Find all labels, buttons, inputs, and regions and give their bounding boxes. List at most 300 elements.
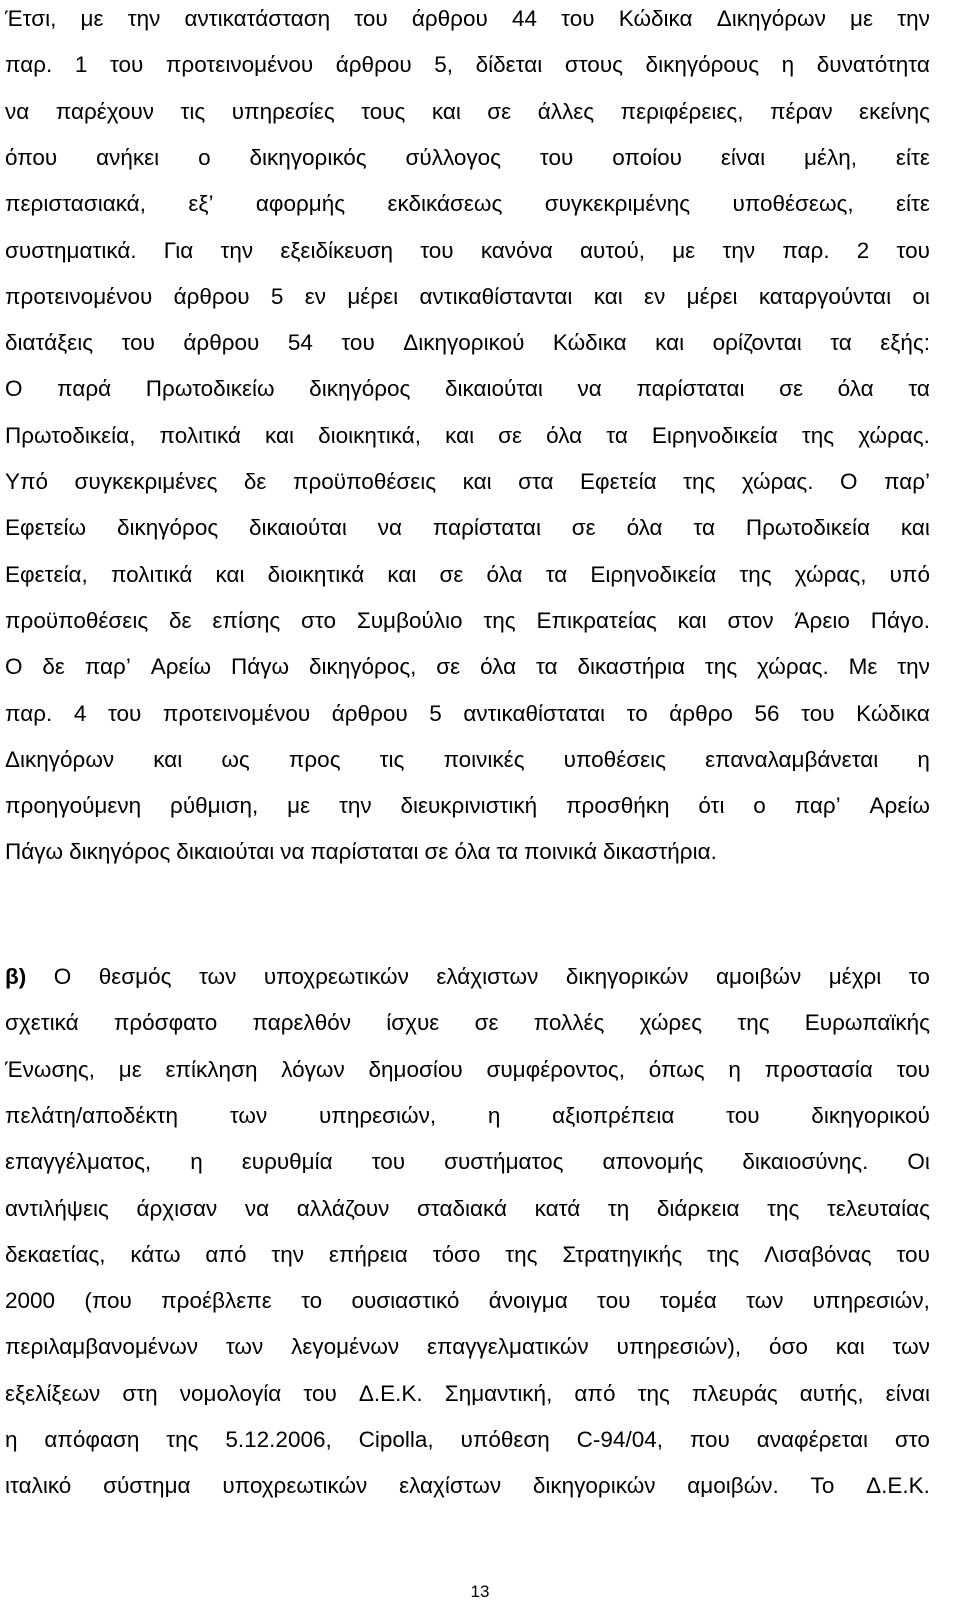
text-line xyxy=(5,787,930,825)
word: και xyxy=(445,422,475,448)
word: εκείνης xyxy=(859,98,930,124)
word: Λισαβόνας xyxy=(764,1241,872,1267)
text-line xyxy=(5,1097,930,1135)
word: δικαιοσύνης. xyxy=(742,1149,869,1175)
text-line xyxy=(5,1143,930,1181)
word: απονομής xyxy=(602,1149,704,1175)
word: της xyxy=(767,1195,800,1221)
word: του xyxy=(354,6,388,31)
word: Συμβούλιο xyxy=(356,607,463,633)
word: 56 xyxy=(754,700,780,726)
word: της xyxy=(707,1241,740,1267)
word: και xyxy=(593,283,623,309)
word: Ειρηνοδικεία xyxy=(651,422,778,448)
word: αντιλήψεις xyxy=(5,1195,109,1221)
word: είτε xyxy=(895,144,930,170)
word: Επικρατείας xyxy=(536,607,657,633)
word: ευρυθμία xyxy=(241,1149,333,1175)
word: εξ’ xyxy=(188,191,214,217)
word: του xyxy=(107,700,142,726)
word: και xyxy=(153,746,183,772)
word: άρθρου xyxy=(335,52,412,78)
word: Δικηγόρων xyxy=(5,746,115,772)
word: δικαστήρια. xyxy=(603,839,717,865)
word: οποίου xyxy=(612,144,682,170)
word: 5.12.2006, xyxy=(225,1427,332,1452)
word: στους xyxy=(564,52,623,78)
word: Ο xyxy=(5,654,23,680)
word: του xyxy=(371,1149,406,1175)
word: Ο xyxy=(53,964,72,989)
word: όλα xyxy=(480,654,517,680)
word: παρίσταται xyxy=(432,515,541,541)
word: άνοιγμα xyxy=(488,1288,568,1314)
text-line xyxy=(5,93,930,131)
word: Εφετεία xyxy=(580,469,657,494)
word: με xyxy=(118,1056,142,1082)
word: αντικατάσταση xyxy=(184,6,331,31)
word: εξειδίκευση xyxy=(280,237,393,263)
text-line xyxy=(5,958,930,996)
word: αυτής, xyxy=(799,1380,864,1406)
word: Δ.Ε.Κ. xyxy=(358,1380,423,1406)
word: μέλη, xyxy=(804,144,858,170)
word: τα xyxy=(535,654,558,680)
word: τα xyxy=(496,839,519,865)
word: και xyxy=(387,561,417,587)
word: την xyxy=(127,6,161,31)
word: αντικαθίσταται xyxy=(463,700,606,726)
word: υποχρεωτικών xyxy=(263,964,409,989)
word: παρ’ xyxy=(883,469,930,494)
word: παρ’ xyxy=(794,793,841,819)
word: της xyxy=(166,1427,199,1452)
word: παρίσταται xyxy=(310,839,419,865)
word: να xyxy=(280,839,305,865)
word: θεσμός xyxy=(98,964,172,989)
word: διοικητικά, xyxy=(318,422,422,448)
word: δικαστήρια xyxy=(577,654,686,680)
word: στη xyxy=(122,1380,158,1406)
word: τις xyxy=(180,98,206,124)
list-marker: β) xyxy=(5,964,27,989)
text-line xyxy=(5,232,930,270)
word: λεγομένων xyxy=(291,1334,400,1360)
word: παρίσταται xyxy=(636,376,745,402)
word: σε xyxy=(474,1010,499,1036)
word: δικηγορικών xyxy=(532,1473,656,1499)
word: προηγούμενη xyxy=(5,793,142,819)
word: υπόθεση xyxy=(460,1427,550,1452)
word: αμοιβών. xyxy=(687,1473,779,1499)
word: ιταλικό xyxy=(5,1473,72,1499)
text-line xyxy=(5,46,930,84)
word: το xyxy=(908,964,930,989)
word: συστηματικά. xyxy=(5,237,137,263)
word: άρθρου xyxy=(183,330,260,356)
word: σε xyxy=(487,98,512,124)
word: δικηγόρους xyxy=(645,52,760,78)
word: χώρας, xyxy=(794,561,867,587)
text-line xyxy=(5,741,930,779)
word: επαγγελματικών xyxy=(427,1334,589,1360)
word: Δικηγορικού xyxy=(403,330,525,356)
word: άλλες xyxy=(537,98,595,124)
word: τα xyxy=(830,330,852,356)
word: υποθέσεις xyxy=(563,746,666,772)
word: ο xyxy=(198,144,211,170)
word: παρά xyxy=(57,376,112,402)
word: όλα xyxy=(837,376,874,402)
word: τη xyxy=(607,1195,630,1221)
word: του xyxy=(341,330,375,356)
word: δικηγορικού xyxy=(811,1102,930,1128)
word: ίσχυε xyxy=(386,1010,440,1036)
word: Κώδικα xyxy=(552,330,627,356)
word: της xyxy=(737,1010,770,1036)
word: ανήκει xyxy=(96,144,160,170)
word: τόσο xyxy=(432,1241,481,1267)
word: δε xyxy=(243,469,267,494)
word: διατάξεις xyxy=(5,330,94,356)
word: κανόνα xyxy=(480,237,553,263)
text-line xyxy=(5,1282,930,1320)
word: 54 xyxy=(287,330,313,356)
word: του xyxy=(896,237,930,263)
word: να xyxy=(244,1195,270,1221)
word: δικαιούται xyxy=(249,515,347,541)
word: Πάγο. xyxy=(870,607,930,633)
word: Οι xyxy=(907,1149,930,1175)
word: παρ. xyxy=(782,237,830,263)
text-line xyxy=(5,1467,930,1505)
word: στα xyxy=(518,469,554,494)
word: τελευταίας xyxy=(826,1195,930,1221)
word: προτεινομένου xyxy=(162,700,311,726)
word: τομέα xyxy=(659,1288,717,1314)
word: και xyxy=(835,1334,865,1360)
word: προς xyxy=(288,746,341,772)
word: του xyxy=(109,52,144,78)
word: όσο xyxy=(768,1334,808,1360)
word: εν xyxy=(304,283,326,309)
word: των xyxy=(229,1102,268,1128)
word: στον xyxy=(727,607,774,633)
word: επαναλαμβάνεται xyxy=(705,746,879,772)
word: των xyxy=(892,1334,930,1360)
word: 5 xyxy=(429,700,442,726)
word: καταργούνται xyxy=(758,283,892,309)
word: όπου xyxy=(5,144,58,170)
word: του xyxy=(420,237,454,263)
word: υπηρεσιών, xyxy=(812,1288,930,1314)
text-line xyxy=(5,1190,930,1228)
word: ότι xyxy=(698,793,725,819)
word: δικηγορικών xyxy=(565,964,689,989)
word: από xyxy=(574,1380,616,1406)
word: τα xyxy=(606,422,628,448)
word: Άρειο xyxy=(794,607,850,633)
word: σύστημα xyxy=(103,1473,191,1499)
word: προστασία xyxy=(764,1056,873,1082)
text-line xyxy=(5,278,930,316)
word: και xyxy=(215,561,245,587)
word: τα xyxy=(545,561,568,587)
word: και xyxy=(265,422,295,448)
word: δικηγόρος xyxy=(116,515,219,541)
word: σε xyxy=(498,422,523,448)
word: δικηγορικός xyxy=(249,144,367,170)
text-line xyxy=(5,1421,930,1459)
word: Ένωσης, xyxy=(5,1056,95,1082)
word: να xyxy=(377,515,403,541)
word: όλα xyxy=(454,839,491,865)
word: Πάγω xyxy=(5,839,64,865)
word: της xyxy=(739,561,772,587)
word: τις xyxy=(379,746,405,772)
word: όπως xyxy=(648,1056,705,1082)
page-number: 13 xyxy=(470,1582,490,1601)
text-line xyxy=(5,370,930,408)
word: προτεινομένου xyxy=(165,52,314,78)
word: είναι xyxy=(720,144,766,170)
word: δυνατότητα xyxy=(816,52,930,78)
text-line xyxy=(5,463,930,501)
word: και xyxy=(431,98,461,124)
word: κάτω xyxy=(130,1241,181,1267)
word: δεκαετίας, xyxy=(5,1241,106,1267)
word: συγκεκριμένης xyxy=(544,191,691,217)
word: του xyxy=(801,700,835,726)
word: με xyxy=(672,237,696,263)
word: των xyxy=(225,1334,264,1360)
word: Υπό xyxy=(5,469,49,494)
word: Δ.Ε.Κ. xyxy=(866,1473,930,1499)
word: πλευράς xyxy=(691,1380,778,1406)
word: υπό xyxy=(889,561,930,587)
word: του xyxy=(597,1288,631,1314)
word: Το xyxy=(810,1473,835,1499)
word: 1 xyxy=(74,52,88,78)
word: και xyxy=(677,607,707,633)
text-line xyxy=(5,139,930,177)
word: η xyxy=(5,1427,18,1452)
word: Κώδικα xyxy=(618,6,693,31)
word: την xyxy=(271,1241,304,1267)
text-line xyxy=(5,1328,930,1366)
word: τα xyxy=(908,376,930,402)
word: αξιοπρέπεια xyxy=(552,1102,675,1128)
word: Έτσι, xyxy=(5,6,57,31)
word: είτε xyxy=(896,191,930,217)
word: πέραν xyxy=(769,98,833,124)
word: άρθρου xyxy=(411,6,488,31)
word: προσθήκη xyxy=(566,793,670,819)
word: της xyxy=(683,469,716,494)
word: και xyxy=(655,330,685,356)
word: του xyxy=(896,1241,930,1267)
word: ελάχιστων xyxy=(436,964,539,989)
word: δικαιούται xyxy=(176,839,275,865)
word: Πάγω xyxy=(231,654,290,680)
word: 2000 xyxy=(5,1288,56,1314)
word: Αρείω xyxy=(869,793,930,819)
word: των xyxy=(746,1288,784,1314)
text-line xyxy=(5,1051,930,1089)
text-line xyxy=(5,1375,930,1413)
word: περιφέρειες, xyxy=(620,98,744,124)
word: 5 xyxy=(270,283,284,309)
word: η xyxy=(917,746,930,772)
word: σταδιακά xyxy=(417,1195,508,1221)
word: αμοιβών xyxy=(715,964,802,989)
word: την xyxy=(897,6,930,31)
word: με xyxy=(80,6,104,31)
word: δικηγόρος xyxy=(69,839,171,865)
word: Ο xyxy=(5,376,23,402)
word: διοικητικά xyxy=(267,561,365,587)
text-line xyxy=(5,1004,930,1042)
word: (που xyxy=(84,1288,132,1314)
word: μέρει xyxy=(347,283,399,309)
word: Cipolla, xyxy=(358,1427,434,1452)
word: τους xyxy=(361,98,406,124)
text-line xyxy=(5,602,930,640)
word: Στρατηγικής xyxy=(562,1241,683,1267)
word: που xyxy=(689,1427,730,1452)
word: του xyxy=(561,6,595,31)
word: αντικαθίστανται xyxy=(419,283,573,309)
word: τα xyxy=(693,515,715,541)
word: μέχρι xyxy=(828,964,882,989)
word: των xyxy=(198,964,237,989)
word: την xyxy=(897,654,930,680)
word: εν xyxy=(644,283,666,309)
word: παρέχουν xyxy=(55,98,155,124)
word: χώρας. xyxy=(757,654,829,680)
word: επίσης xyxy=(212,607,281,633)
word: Αρείω xyxy=(150,654,212,680)
text-line xyxy=(5,185,930,223)
word: η xyxy=(781,52,795,78)
word: προέβλεπε xyxy=(161,1288,272,1314)
word: του xyxy=(896,1056,930,1082)
word: όλα xyxy=(486,561,523,587)
text-line xyxy=(5,509,930,547)
word: όλα xyxy=(626,515,663,541)
word: εξελίξεων xyxy=(5,1380,101,1406)
word: με xyxy=(287,793,311,819)
word: σε xyxy=(439,561,464,587)
word: ποινικά xyxy=(524,839,597,865)
word: συστήματος xyxy=(444,1149,564,1175)
word: χώρας. xyxy=(858,422,930,448)
word: παρελθόν xyxy=(252,1010,352,1036)
word: του xyxy=(303,1380,337,1406)
word: ουσιαστικό xyxy=(351,1288,460,1314)
word: πολιτικά xyxy=(159,422,241,448)
word: της xyxy=(637,1380,670,1406)
word: την xyxy=(722,237,756,263)
word: εκδικάσεως xyxy=(387,191,503,217)
word: αλλάζουν xyxy=(296,1195,390,1221)
word: του xyxy=(539,144,574,170)
word: σε xyxy=(424,839,449,865)
word: Εφετεία, xyxy=(5,561,88,587)
word: εξής: xyxy=(880,330,930,356)
word: και xyxy=(462,469,492,494)
word: υποθέσεως, xyxy=(732,191,854,217)
word: δε xyxy=(169,607,192,633)
word: απόφαση xyxy=(44,1427,140,1452)
text-line xyxy=(5,1236,930,1274)
word: δικηγόρος, xyxy=(308,654,417,680)
word: προτεινομένου xyxy=(5,283,153,309)
word: σχετικά xyxy=(5,1010,79,1036)
word: κατά xyxy=(534,1195,581,1221)
word: ορίζονται xyxy=(712,330,802,356)
word: στο xyxy=(301,607,336,633)
word: C-94/04, xyxy=(576,1427,663,1452)
word: η xyxy=(487,1102,501,1128)
word: χώρες xyxy=(639,1010,703,1036)
word: δημοσίου xyxy=(368,1056,463,1082)
word: όλα xyxy=(546,422,583,448)
word: Ευρωπαϊκής xyxy=(804,1010,930,1036)
word: με xyxy=(850,6,874,31)
word: δίδεται xyxy=(475,52,543,78)
word: ρύθμιση, xyxy=(170,793,259,819)
word: αναφέρεται xyxy=(756,1427,869,1452)
word: μέρει xyxy=(686,283,738,309)
word: νομολογία xyxy=(179,1380,282,1406)
word: άρχισαν xyxy=(136,1195,218,1221)
word: το xyxy=(626,700,648,726)
word: αφορμής xyxy=(255,191,346,217)
word: πολλές xyxy=(533,1010,605,1036)
text-line xyxy=(5,648,930,686)
word: συγκεκριμένες xyxy=(74,469,218,494)
text-line xyxy=(5,556,930,594)
word: άρθρο xyxy=(669,700,733,726)
word: σύλλογος xyxy=(405,144,502,170)
word: ελαχίστων xyxy=(399,1473,502,1499)
word: την xyxy=(338,793,372,819)
word: υπηρεσίες xyxy=(231,98,335,124)
word: η xyxy=(190,1149,203,1175)
word: και xyxy=(900,515,930,541)
word: στο xyxy=(894,1427,930,1452)
word: διευκρινιστική xyxy=(400,793,538,819)
word: επίκληση xyxy=(165,1056,258,1082)
word: άρθρου xyxy=(331,700,408,726)
word: άρθρου xyxy=(173,283,250,309)
word: Δικηγόρων xyxy=(716,6,826,31)
word: συμφέροντος, xyxy=(486,1056,625,1082)
word: ως xyxy=(221,746,250,772)
word: της xyxy=(505,1241,538,1267)
word: να xyxy=(5,98,30,124)
word: Πρωτοδικεία xyxy=(745,515,871,541)
text-line xyxy=(5,0,930,38)
word: Πρωτοδικεία, xyxy=(5,422,136,448)
text-line xyxy=(5,417,930,455)
word: επαγγέλματος, xyxy=(5,1149,152,1175)
word: παρ. xyxy=(5,52,53,78)
word: του xyxy=(726,1102,760,1128)
word: ο xyxy=(753,793,766,819)
word: από xyxy=(205,1241,247,1267)
